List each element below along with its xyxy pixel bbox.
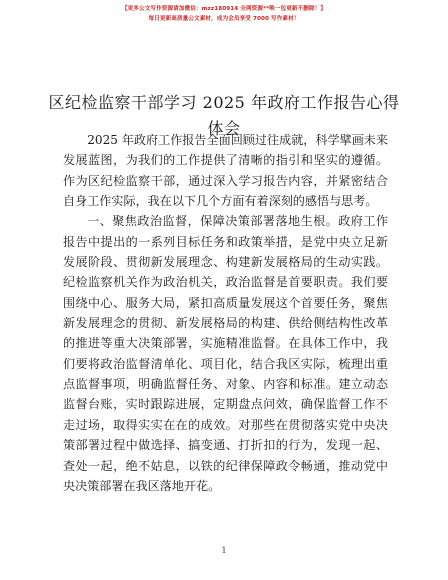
document-title: 区纪检监察干部学习 2025 年政府工作报告心得体会 <box>48 93 400 138</box>
paragraph-section-1: 一、聚焦政治监督，保障决策部署落地生根。政府工作报告中提出的一系列目标任务和政策举措，是党中央立足新发展阶段、贯彻新发展理念、构建新发展格局的生动实践。纪检监察机关作为政治机关，政治监督是首要职责。我们要围绕中心、服务大局，紧扣高质量发展这个首要任务，聚焦新发展理念的贯彻、新发展格局的构建、供给侧结构性改革的推进等重大决策部署，实施精准监督。在具体工作中，我们要将政治监督清单化、项目化，结合我区实际，梳理出重点监督事项，明确监督任务、对象、内容和标准。建立动态监督台账，实时跟踪进展，定期盘点问效，确保监督工作不走过场，取得实实在在的成效。对那些在贯彻落实党中央决策部署过程中做选择、搞变通、打折扣的行为，发现一起、查处一起，绝不姑息，以铁的纪律保障政令畅通，推动党中央决策部署在我区落地开花。 <box>63 214 388 493</box>
promo-banner <box>0 4 448 24</box>
promo-line-2: 每日更新高质量公文素材，成为会员享受 7000 写作素材！ <box>148 16 300 22</box>
promo-line-1: 【更多公文写作资源请加微信：mzz180914 全网资源**唯一包更新不删除！】 <box>121 6 327 12</box>
document-body <box>63 130 388 496</box>
page-number: 1 <box>221 546 227 555</box>
paragraph-intro: 2025 年政府工作报告全面回顾过往成就，科学擘画未来发展蓝图，为我们的工作提供了清晰的指引和坚实的遵循。作为区纪检监察干部，通过深入学习报告内容，并紧密结合自身工作实际，我在以下几个方面有着深刻的感悟与思考。 <box>63 133 388 209</box>
